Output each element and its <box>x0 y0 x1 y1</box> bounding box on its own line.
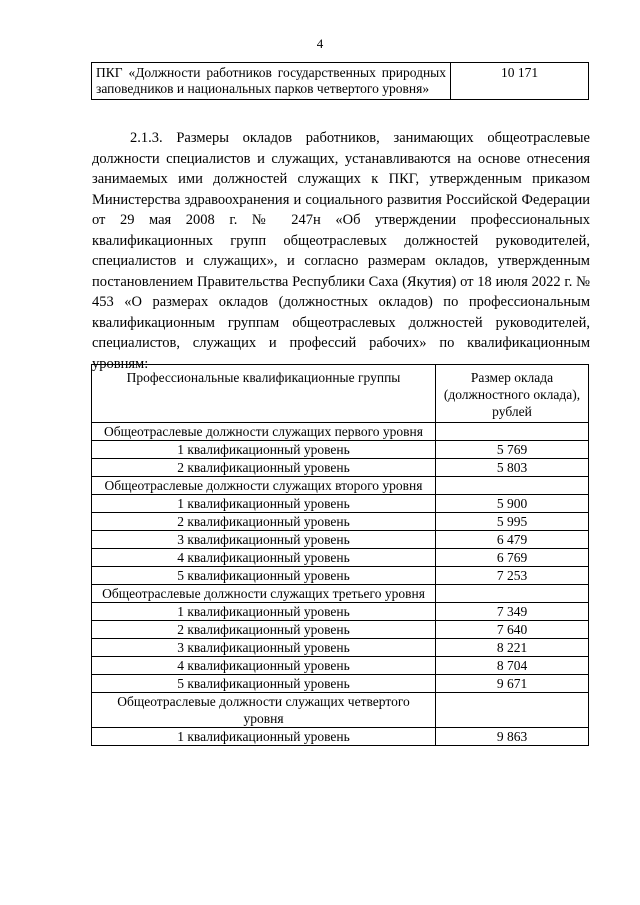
table-row <box>92 657 589 675</box>
salary-cell: 6 769 <box>436 549 589 567</box>
level-cell: 1 квалификационный уровень <box>92 603 436 621</box>
salary-cell: 9 671 <box>436 675 589 693</box>
empty-cell <box>436 585 589 603</box>
salary-cell: 5 900 <box>436 495 589 513</box>
group-title-cell: Общеотраслевые должности служащих первого уровня <box>92 423 436 441</box>
table-header-row <box>92 365 589 423</box>
table-row <box>92 603 589 621</box>
level-cell: 1 квалификационный уровень <box>92 441 436 459</box>
table-row <box>92 728 589 746</box>
group-header-row <box>92 477 589 495</box>
salary-cell: 6 479 <box>436 531 589 549</box>
page-number: 4 <box>316 36 324 51</box>
salary-cell: 7 640 <box>436 621 589 639</box>
empty-cell <box>436 423 589 441</box>
salary-cell: 9 863 <box>436 728 589 746</box>
empty-cell <box>436 693 589 728</box>
level-cell: 3 квалификационный уровень <box>92 639 436 657</box>
salary-cell: 5 995 <box>436 513 589 531</box>
group-title-cell: Общеотраслевые должности служащих третьего уровня <box>92 585 436 603</box>
level-cell: 1 квалификационный уровень <box>92 728 436 746</box>
table-row <box>92 63 589 100</box>
table-body <box>92 423 589 746</box>
table-row <box>92 567 589 585</box>
salary-cell: 5 803 <box>436 459 589 477</box>
level-cell: 5 квалификационный уровень <box>92 567 436 585</box>
level-cell: 4 квалификационный уровень <box>92 657 436 675</box>
level-cell: 2 квалификационный уровень <box>92 513 436 531</box>
salary-cell: 8 704 <box>436 657 589 675</box>
table-row <box>92 441 589 459</box>
group-name-cell: ПКГ «Должности работников государственных природных заповедников и национальных парков четвертого уровня» <box>92 63 451 100</box>
table-row <box>92 621 589 639</box>
level-cell: 1 квалификационный уровень <box>92 495 436 513</box>
salary-table <box>91 364 589 746</box>
salary-cell: 7 253 <box>436 567 589 585</box>
table-row <box>92 675 589 693</box>
level-cell: 2 квалификационный уровень <box>92 459 436 477</box>
group-header-row <box>92 585 589 603</box>
salary-cell: 10 171 <box>451 63 589 100</box>
header-groups: Профессиональные квалификационные группы <box>92 365 436 423</box>
salary-cell: 7 349 <box>436 603 589 621</box>
group-header-row <box>92 693 589 728</box>
level-cell: 3 квалификационный уровень <box>92 531 436 549</box>
group-title-cell: Общеотраслевые должности служащих второго уровня <box>92 477 436 495</box>
level-cell: 4 квалификационный уровень <box>92 549 436 567</box>
continued-table <box>91 62 589 100</box>
table-row <box>92 549 589 567</box>
table-row <box>92 513 589 531</box>
group-header-row <box>92 423 589 441</box>
salary-cell: 5 769 <box>436 441 589 459</box>
level-cell: 2 квалификационный уровень <box>92 621 436 639</box>
group-title-cell: Общеотраслевые должности служащих четвертого уровня <box>92 693 436 728</box>
level-cell: 5 квалификационный уровень <box>92 675 436 693</box>
table-row <box>92 639 589 657</box>
table-row <box>92 531 589 549</box>
empty-cell <box>436 477 589 495</box>
table-row <box>92 459 589 477</box>
section-paragraph: 2.1.3. Размеры окладов работников, занимающих общеотраслевые должности специалистов и служащих, устанавливаются на основе отнесения занимаемых ими должностей служащих к ПКГ, утвержденным приказом Министерства здравоохранения и социального развития Российской Федерации от 29 мая 2008 г. № 247н «Об утверждении профессиональных квалификационных групп общеотраслевых должностей руководителей, специалистов и служащих», и согласно размерам окладов, утвержденным постановлением Правительства Республики Саха (Якутия) от 18 июля 2022 г. № 453 «О размерах окладов (должностных окладов) по профессиональным квалификационным группам общеотраслевых должностей руководителей, специалистов, служащих и профессий рабочих» по квалификационным уровням: <box>92 130 590 372</box>
header-salary: Размер оклада (должностного оклада), рублей <box>436 365 589 423</box>
salary-cell: 8 221 <box>436 639 589 657</box>
table-row <box>92 495 589 513</box>
